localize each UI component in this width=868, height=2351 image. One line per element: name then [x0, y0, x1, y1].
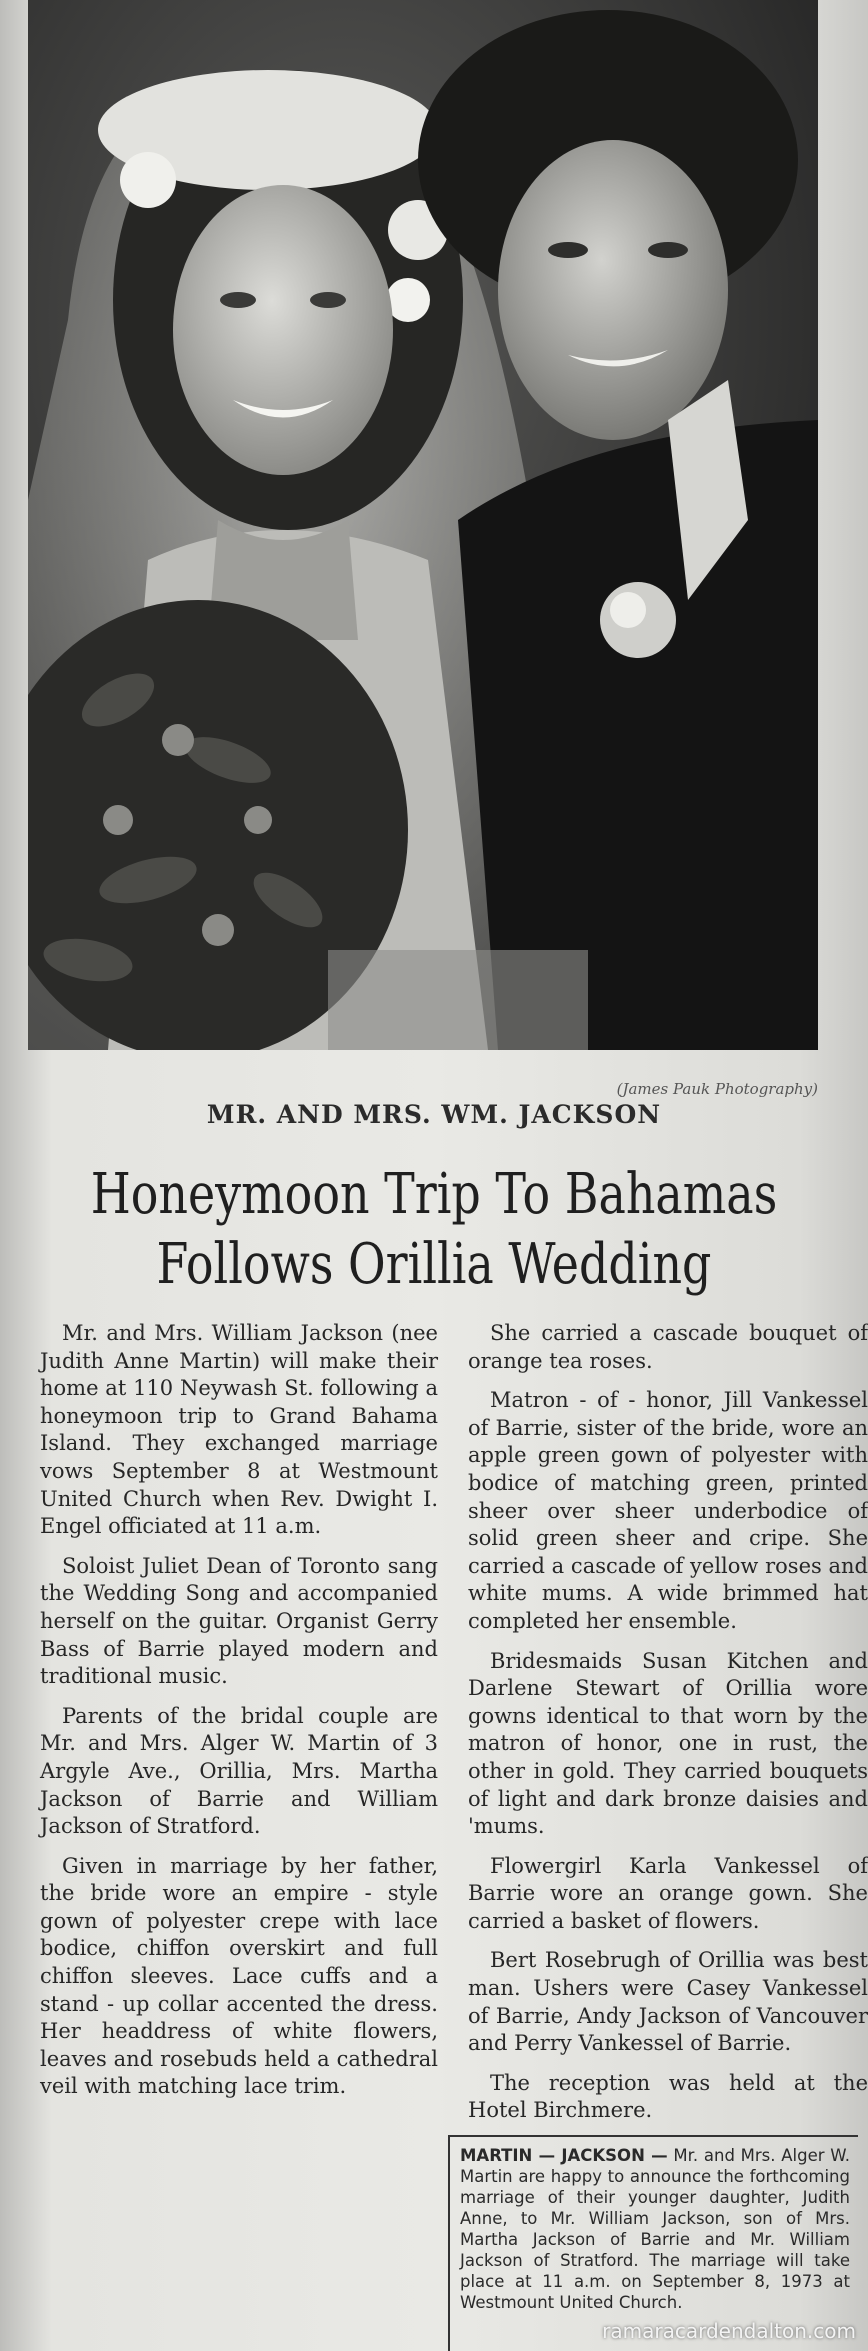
paragraph: Flowergirl Karla Vankessel of Barrie wore an orange gown. She carried a basket of flowers. — [468, 1853, 868, 1933]
headline — [78, 1160, 790, 1300]
paragraph: Bridesmaids Susan Kitchen and Darlene Stewart of Orillia wore gowns identical to that worn by the matron of honor, one in rust, the other in gold. They carried bouquets of light and dark bronze daisies and 'mums. — [468, 1648, 868, 1839]
notice-heading: MARTIN — JACKSON — — [460, 2146, 668, 2165]
wedding-photo-illustration — [28, 0, 818, 1050]
paragraph: The reception was held at the Hotel Birchmere. — [468, 2070, 868, 2123]
headline-line-1: Honeymoon Trip To Bahamas — [90, 1162, 778, 1227]
photo-credit: (James Pauk Photography) — [616, 1080, 818, 1098]
watermark: ramaracardendalton.com — [602, 2319, 856, 2343]
notice-text: Mr. and Mrs. Alger W. Martin are happy to announce the forthcoming marriage of their younger daughter, Judith Anne, to Mr. William Jackson, son of Mrs. Martha Jackson of Barrie and Mr. William Jackson of Stratford. The marriage will take place at 11 a.m. on September 8, 1973 at Westmount United Church. — [460, 2146, 850, 2312]
article-column-left — [40, 1320, 438, 2113]
paragraph: Parents of the bridal couple are Mr. and Mrs. Alger W. Martin of 3 Argyle Ave., Orillia, Mrs. Martha Jackson of Barrie and William Jackson of Stratford. — [40, 1703, 438, 1839]
article-column-right — [468, 1320, 868, 2137]
paragraph: Given in marriage by her father, the bride wore an empire - style gown of polyester crepe with lace bodice, chiffon overskirt and full chiffon sleeves. Lace cuffs and a stand - up collar accented the dress. Her headdress of white flowers, leaves and rosebuds held a cathedral veil with matching lace trim. — [40, 1853, 438, 2099]
paragraph: She carried a cascade bouquet of orange tea roses. — [468, 1321, 868, 1373]
paragraph: Bert Rosebrugh of Orillia was best man. Ushers were Casey Vankessel of Barrie, Andy Jackson of Vancouver and Perry Vankessel of Barrie. — [468, 1948, 868, 2056]
paragraph: Matron - of - honor, Jill Vankessel of Barrie, sister of the bride, wore an apple green gown of polyester with bodice of matching green, printed sheer over sheer underbodice of solid green sheer and cripe. She carried a cascade of yellow roses and white mums. A wide brimmed hat completed her ensemble. — [468, 1388, 868, 1633]
paragraph: Soloist Juliet Dean of Toronto sang the Wedding Song and accompanied herself on the guitar. Organist Gerry Bass of Barrie played modern and traditional music. — [40, 1553, 438, 1689]
headline-line-2: Follows Orillia Wedding — [156, 1232, 712, 1297]
wedding-photo — [28, 0, 818, 1050]
paragraph: Mr. and Mrs. William Jackson (nee Judith Anne Martin) will make their home at 110 Neywash St. following a honeymoon trip to Grand Bahama Island. They exchanged marriage vows September 8 at Westmount United Church when Rev. Dwight I. Engel officiated at 11 a.m. — [40, 1321, 438, 1539]
photo-caption: MR. AND MRS. WM. JACKSON — [206, 1100, 662, 1129]
